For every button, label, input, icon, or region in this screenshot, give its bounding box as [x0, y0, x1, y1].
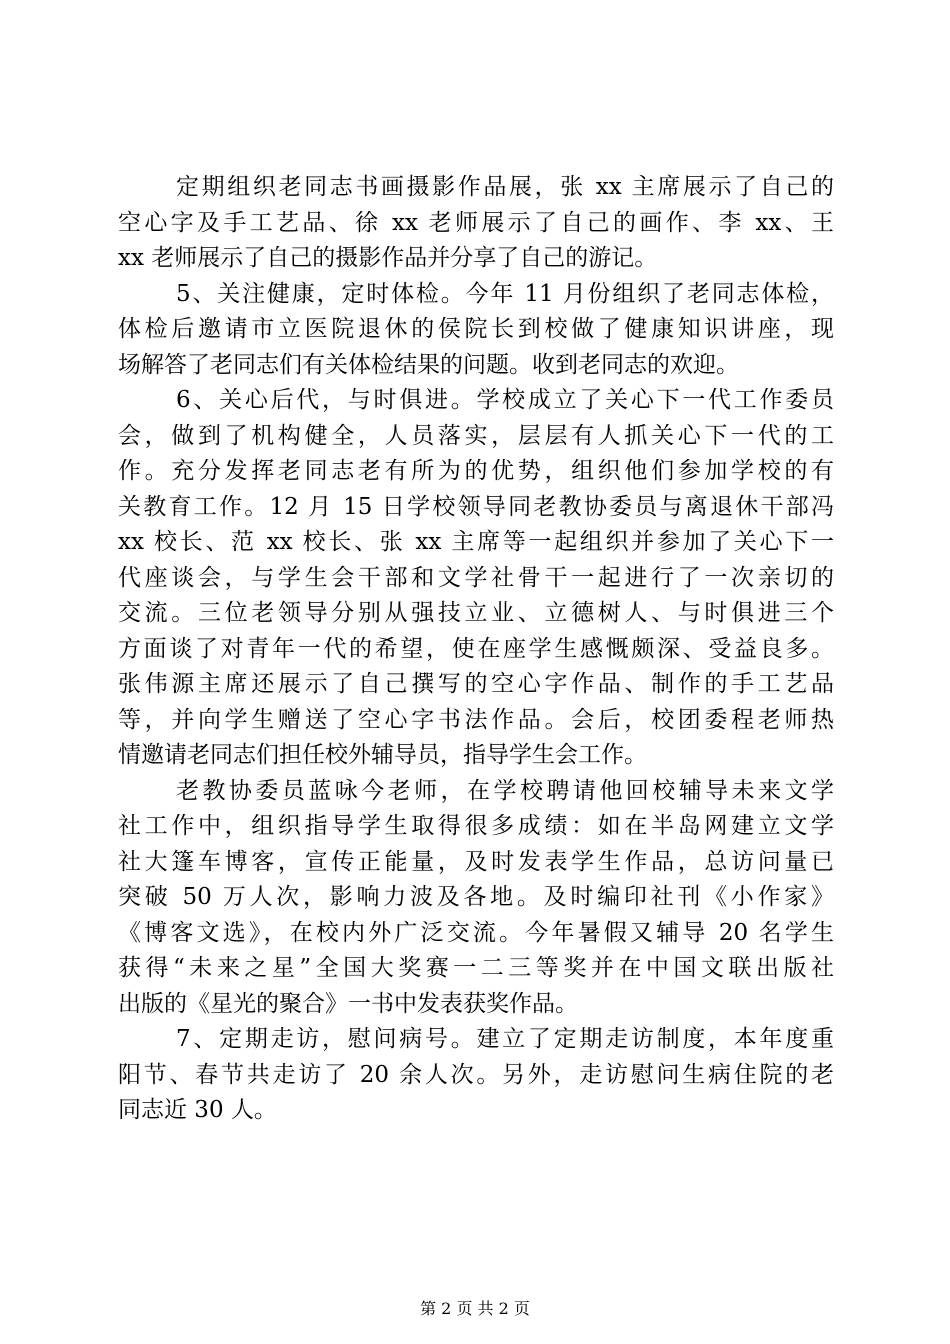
text-line: 同志近 30 人。 [118, 1097, 277, 1123]
text-line: 5、关注健康，定时体检。今年 11 月份组织了老同志体检， [176, 280, 834, 307]
text-line: 《博客文选》，在校内外广泛交流。今年暑假又辅导 20 名学生 [118, 919, 834, 946]
text-line: 作。充分发挥老同志老有所为的优势，组织他们参加学校的有 [118, 458, 834, 484]
text-line: 6、关心后代，与时俱进。学校成立了关心下一代工作委员 [176, 387, 834, 413]
paragraph [118, 1022, 834, 1129]
text-line: 社工作中，组织指导学生取得很多成绩：如在半岛网建立文学 [118, 813, 834, 839]
text-line: 代座谈会，与学生会干部和文学社骨干一起进行了一次亲切的 [118, 564, 834, 591]
text-line: xx 老师展示了自己的摄影作品并分享了自己的游记。 [118, 245, 658, 271]
text-line: 场解答了老同志们有关体检结果的问题。收到老同志的欢迎。 [118, 351, 739, 378]
text-line: 情邀请老同志们担任校外辅导员，指导学生会工作。 [118, 742, 647, 768]
text-line: 等，并向学生赠送了空心字书法作品。会后，校团委程老师热 [118, 706, 834, 733]
text-line: 老教协委员蓝咏今老师，在学校聘请他回校辅导未来文学 [176, 777, 834, 804]
text-line: 7、定期走访，慰问病号。建立了定期走访制度，本年度重 [176, 1026, 834, 1052]
paragraph [118, 383, 834, 774]
text-line: 张伟源主席还展示了自己撰写的空心字作品、制作的手工艺品 [118, 671, 834, 697]
text-line: xx 校长、范 xx 校长、张 xx 主席等一起组织并参加了关心下一 [118, 529, 834, 555]
text-line: 定期组织老同志书画摄影作品展，张 xx 主席展示了自己的 [176, 174, 834, 200]
text-line: 关教育工作。12 月 15 日学校领导同老教协委员与离退休干部冯 [118, 493, 834, 520]
text-line: 突破 50 万人次，影响力波及各地。及时编印社刊《小作家》 [118, 884, 834, 910]
text-line: 社大篷车博客，宣传正能量，及时发表学生作品，总访问量已 [118, 848, 834, 875]
paragraph [118, 277, 834, 384]
document-body [118, 170, 834, 1129]
text-line: 出版的《星光的聚合》一书中发表获奖作品。 [118, 990, 578, 1017]
text-line: 方面谈了对青年一代的希望，使在座学生感慨颇深、受益良多。 [118, 635, 834, 662]
text-line: 会，做到了机构健全，人员落实，层层有人抓关心下一代的工 [118, 422, 834, 449]
text-line: 获得“未来之星”全国大奖赛一二三等奖并在中国文联出版社 [118, 955, 834, 981]
text-line: 交流。三位老领导分别从强技立业、立德树人、与时俱进三个 [118, 600, 834, 626]
text-line: 空心字及手工艺品、徐 xx 老师展示了自己的画作、李 xx、王 [118, 209, 834, 236]
text-line: 体检后邀请市立医院退休的侯院长到校做了健康知识讲座，现 [118, 316, 834, 342]
paragraph [118, 774, 834, 1023]
text-line: 阳节、春节共走访了 20 余人次。另外，走访慰问生病住院的老 [118, 1061, 834, 1088]
page-footer: 第 2 页 共 2 页 [420, 1299, 530, 1318]
paragraph [118, 170, 834, 277]
